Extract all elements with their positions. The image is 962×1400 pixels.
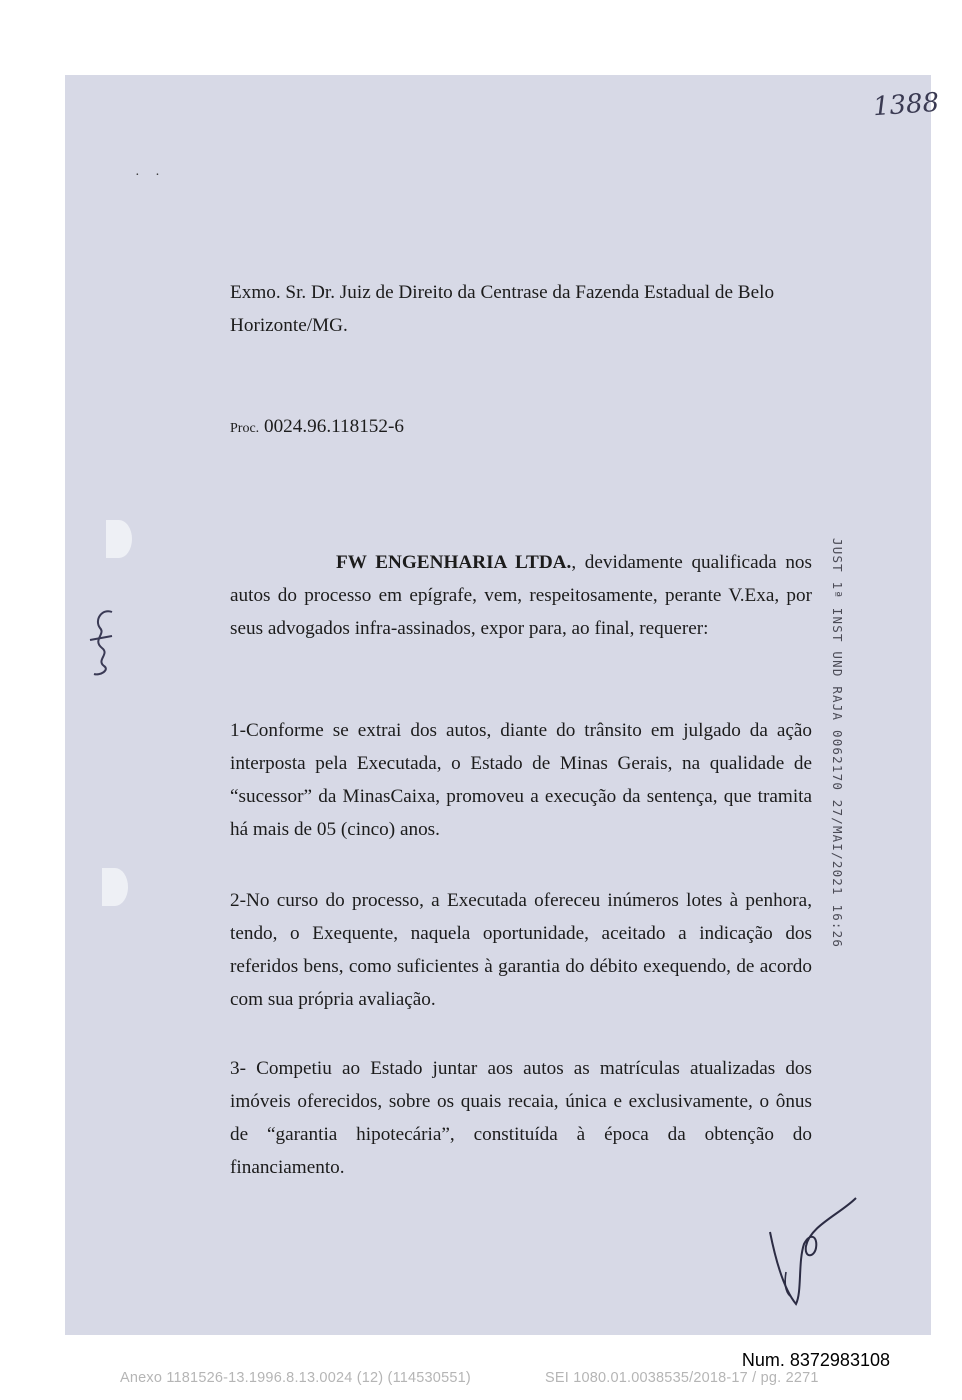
handwritten-margin-note [72,600,124,680]
paragraph-text: 1-Conforme se extrai dos autos, diante do trânsito em julgado da ação interposta pela Executada, o Estado de Minas Gerais, na qualidade de “sucessor” da MinasCaixa, promoveu a execução da sentença, que tramita há mais de 05 (cinco) anos. [230,720,812,840]
intro-text: , devidamente qualificada nos autos do processo em epígrafe, vem, respeitosamente, perante V.Exa, por seus advogados infra-assinados, expor para, ao final, requerer: [230,552,812,639]
process-value: 0024.96.118152-6 [263,416,404,437]
handwritten-signature [760,1192,870,1312]
protocol-stamp: JUST 1ª INST UND RAJA 0062170 27/MAI/2021 16:26 [830,538,845,949]
process-prefix: Proc. [230,421,260,436]
paragraph-text: 3- Competiu ao Estado juntar aos autos as matrículas atualizadas dos imóveis oferecidos, sobre os quais recaia, única e exclusivamente, o ônus de “garantia hipotecária”, constituída à época da obtenção do financiamento. [230,1058,812,1178]
addressee: Exmo. Sr. Dr. Juiz de Direito da Centrase da Fazenda Estadual de Belo Horizonte/MG. [230,282,775,336]
annex-reference: Anexo 1181526-13.1996.8.13.0024 (12) (114530551) [120,1370,471,1386]
handwritten-page-number: 1388 [872,87,941,123]
punch-hole [106,520,132,558]
scan-marks: · · [135,168,166,183]
intro-paragraph [230,546,812,645]
process-number [230,410,404,445]
punch-hole [102,868,128,906]
document-number: Num. 8372983108 [741,1350,890,1370]
paragraph-text: 2-No curso do processo, a Executada ofereceu inúmeros lotes à penhora, tendo, o Exequente, naquela oportunidade, aceitado a indicação dos referidos bens, como suficientes à garantia do débito exequendo, de acordo com sua própria avaliação. [230,890,812,1010]
paragraph-3 [230,1052,812,1184]
paragraph-2 [230,884,812,1016]
company-name: FW ENGENHARIA LTDA. [336,552,572,573]
paragraph-1 [230,714,812,846]
sei-reference: SEI 1080.01.0038535/2018-17 / pg. 2271 [545,1370,819,1386]
